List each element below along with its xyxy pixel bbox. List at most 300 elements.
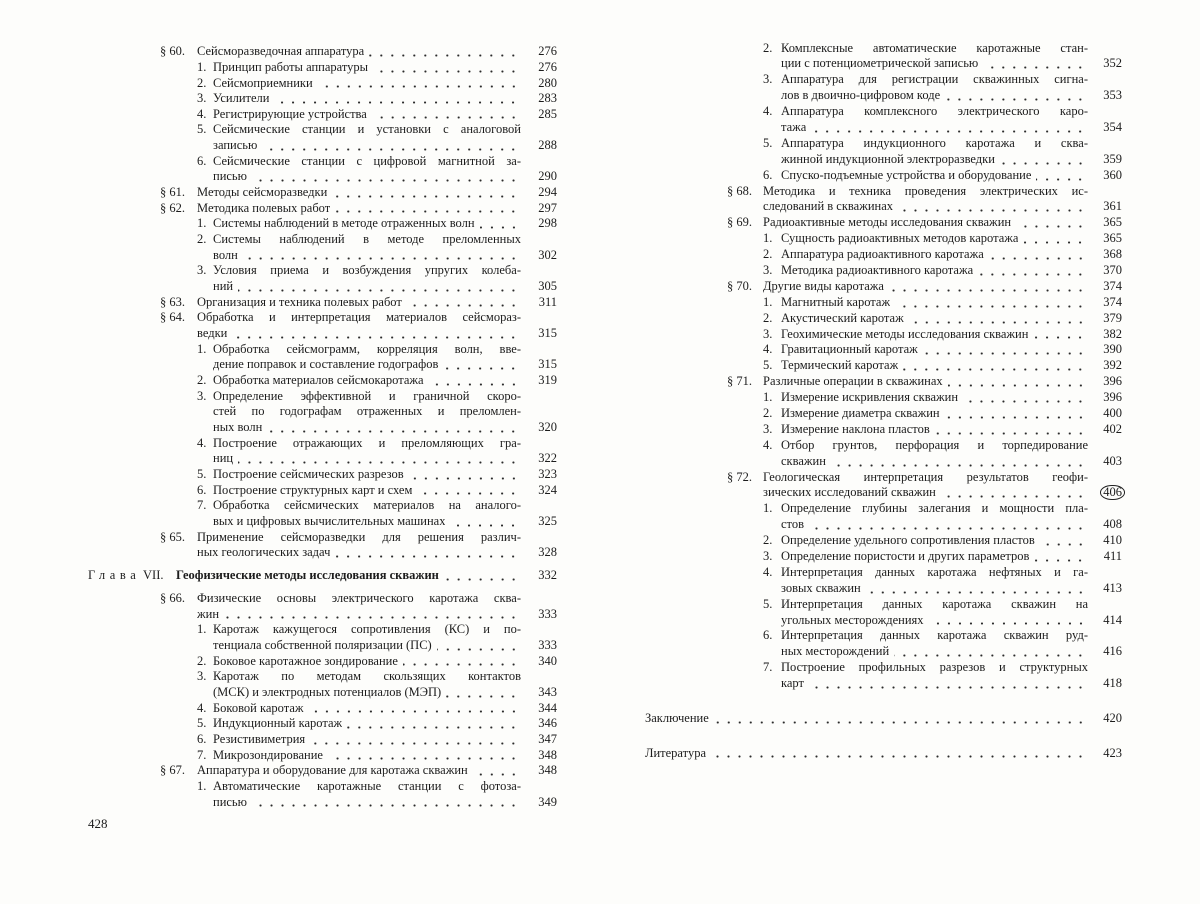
page-number-ref: 348 [538,747,557,762]
entry-line [0,152,1200,168]
entry-line [0,56,1200,72]
entry-title-text: ниц [213,451,234,466]
entry-title-text: Системы наблюдений в методе преломленных [213,232,521,247]
entry-title-text: карт [781,676,804,691]
toc-subsection [0,342,1200,358]
toc-subsection [0,628,1200,660]
subsection-number: 4. [763,104,773,119]
entry-last-line [781,120,1122,136]
entry-line [0,549,1200,565]
subsection-number: 2. [763,405,773,420]
leader-dots [1033,327,1088,343]
toc-subsection [0,311,1200,327]
toc-subsection [0,168,1200,184]
page-number-ref: 361 [1103,199,1122,214]
page-number-ref: 288 [538,138,557,153]
toc-subsection [0,72,1200,104]
leader-dots [889,279,1088,295]
entry-title-text: дение поправок и составление годографов [213,357,439,372]
entry-title-text: волн [213,247,238,262]
leader-dots [1040,533,1088,549]
entry-title-text: Каротаж по методам скользящих контактов [213,669,521,684]
entry-line [0,779,1200,795]
entry-last-line [781,406,1122,422]
page-number-ref: 359 [1103,151,1122,166]
leader-dots [935,422,1088,438]
entry-line [0,763,1200,779]
page-number-ref: 323 [538,466,557,481]
entry-title-text: Сейсмоприемники [213,75,313,90]
entry-last-line [781,342,1122,358]
entry-last-line [781,533,1122,549]
leader-dots [895,295,1088,311]
entry-line [0,613,1200,629]
page-number-ref: 360 [1103,167,1122,182]
entry-line [0,215,1200,231]
toc-section [0,763,1200,779]
leader-dots [811,120,1088,136]
subsection-number: 3. [197,388,207,403]
subsection-number: 3. [763,262,773,277]
page-number-ref: 311 [538,294,557,309]
page-reference [1088,327,1122,343]
toc-subsection [0,358,1200,374]
entry-title-text: угольных месторождениях [781,612,924,627]
entry-title-text: Построение профильных разрезов и структурных [781,660,1088,675]
page-number-ref: 365 [1103,231,1122,246]
leader-dots [963,390,1088,406]
page-number-ref: 370 [1103,262,1122,277]
section-number: § 72. [727,469,752,484]
page-number-ref: 379 [1103,310,1122,325]
entry-line [0,120,1200,136]
page-reference [1088,56,1122,72]
page-number-ref: 333 [538,638,557,653]
entry-title-text: ных месторождений [781,644,890,659]
entry-last-line [781,247,1122,263]
page-reference [1088,152,1122,168]
page-number-ref: 403 [1103,453,1122,468]
section-number: § 65. [160,529,185,544]
toc-subsection [0,660,1200,692]
page-number-ref: 340 [538,653,557,668]
leader-dots [1000,152,1088,168]
page-number-ref: 390 [1103,342,1122,357]
entry-last-line [197,763,557,779]
entry-line [0,470,1200,486]
entry-title-text: Применение сейсморазведки для решения различ- [197,529,521,544]
entry-title-text: Геологическая интерпретация результатов геофи- [763,469,1088,484]
entry-line [0,342,1200,358]
entry-line [0,247,1200,263]
entry-title-text: Боковое каротажное зондирование [213,653,398,668]
entry-title-text: следований в скважинах [763,199,894,214]
entry-last-line [781,263,1122,279]
entry-title-text: Определение удельного сопротивления пластов [781,533,1035,548]
entry-last-line [763,374,1122,390]
entry-line [0,565,1200,581]
page-number-ref: 346 [538,716,557,731]
toc-back-matter [0,746,1200,762]
page-number-ref: 302 [538,247,557,262]
subsection-number: 2. [197,653,207,668]
subsection-number: 2. [763,310,773,325]
toc-subsection [0,565,1200,597]
entry-title-text: стей по годографам отраженных и преломлен- [213,404,521,419]
entry-title-text: тенциала собственной поляризации (ПС) [213,638,432,653]
section-number: § 63. [160,294,185,309]
page-number-ref: 413 [1103,580,1122,595]
entry-title-text: Обработка и интерпретация материалов сейсмораз- [197,310,521,325]
leader-dots [1023,231,1088,247]
entry-title-text: Боковой каротаж [213,700,304,715]
page-number-ref: 353 [1103,88,1122,103]
subsection-number: 2. [763,533,773,548]
page-number-ref: 414 [1103,612,1122,627]
toc-subsection [0,419,1200,438]
entry-title-text: Определение глубины залегания и мощности пла- [781,501,1088,516]
leader-dots [1036,168,1088,184]
entry-title-text: ведки [197,326,228,340]
toc-subsection [0,136,1200,168]
page-number-ref: 298 [538,216,557,231]
entry-title-text: Радиоактивные методы исследования скважин [763,215,1012,230]
entry-title-text: ных волн [213,419,263,434]
leader-dots [809,676,1088,692]
entry-title-text: Аппаратура и оборудование для каротажа скважин [197,763,468,778]
subsection-number: 1. [197,59,207,74]
page-reference [1088,199,1122,215]
entry-line [0,199,1200,215]
section-number: § 70. [727,278,752,293]
page-number-ref: 374 [1103,278,1122,293]
section-number: § 69. [727,215,752,230]
subsection-number: 2. [763,40,773,55]
page-reference [1088,485,1122,501]
page-reference [1088,422,1122,438]
entry-title-text: Заключение [645,710,709,725]
page-number-ref: 324 [538,482,557,497]
entry-title-text: тажа [781,119,807,134]
entry-title-text: Аппаратура радиоактивного каротажа [781,247,984,262]
page-number-ref: 349 [538,794,557,809]
subsection-number: 6. [197,482,207,497]
leader-dots [945,88,1088,104]
toc-subsection [0,597,1200,629]
subsection-number: 1. [197,778,207,793]
section-number: § 61. [160,185,185,200]
entry-line [0,263,1200,279]
entry-title-text: Сейсмические станции с цифровой магнитной за- [213,153,521,168]
toc-section [0,470,1200,502]
page-reference [521,763,557,779]
entry-line [0,279,1200,295]
entry-title-text: писью [213,169,247,184]
entry-line [0,295,1200,311]
page-number-ref: 410 [1103,533,1122,548]
page-number-ref: 290 [538,169,557,184]
entry-line [0,168,1200,184]
entry-title-text: Акустический каротаж [781,310,904,325]
entry-line [0,390,1200,406]
entry-last-line [781,358,1122,374]
page-number-ref: 280 [538,75,557,90]
page-number: 428 [88,816,108,831]
toc-subsection [0,295,1200,311]
subsection-number: 1. [763,294,773,309]
circled-page-number: 406 [1100,485,1125,500]
entry-line [0,581,1200,597]
chapter-word: Глава [88,568,141,583]
entry-title-text: Аппаратура индукционного каротажа и сква- [781,135,1088,150]
page-number-ref: 348 [538,763,557,778]
page-reference [1088,358,1122,374]
section-number: § 62. [160,200,185,215]
leader-dots [945,406,1088,422]
entry-title-text: зовых скважин [781,580,861,595]
entry-title-text: Измерение наклона пластов [781,421,930,436]
entry-last-line [781,231,1122,247]
entry-title-text: Физические основы электрического каротажа сква- [197,591,521,606]
entry-line [0,597,1200,613]
entry-title-text: Различные операции в скважинах [763,374,943,389]
entry-line [0,795,1200,811]
page-number-ref: 368 [1103,247,1122,262]
page-number-ref: 319 [538,372,557,387]
section-number: § 66. [160,591,185,606]
page-number-ref: 408 [1103,517,1122,532]
page-reference [1088,676,1122,692]
entry-title-text: Сейсморазведочная аппаратура [197,44,365,59]
entry-line [0,644,1200,660]
page-reference [1088,215,1122,231]
entry-title-text: ных геологических задач [197,545,331,560]
page-reference [1088,247,1122,263]
entry-line [0,660,1200,676]
entry-title-text: Литература [645,745,706,760]
entry-title-text: Аппаратура для регистрации скважинных сигна- [781,72,1088,87]
entry-title-text: стов [781,517,804,532]
toc-back-matter [0,711,1200,727]
entry-line [0,358,1200,374]
entry-title-text: Интерпретация данных каротажа нефтяных и га- [781,564,1088,579]
subsection-number: 1. [763,231,773,246]
page-number-ref: 416 [1103,644,1122,659]
page-reference [521,795,557,811]
leader-dots [978,263,1088,279]
entry-title-text: Построение сейсмических разрезов [213,466,404,481]
entry-last-line [645,711,1122,727]
subsection-number: 5. [763,358,773,373]
entry-last-line [781,88,1122,104]
page-number-ref: 283 [538,91,557,106]
subsection-number: 5. [197,466,207,481]
entry-title-text: Обработка материалов сейсмокаротажа [213,372,424,387]
leader-dots [894,644,1088,660]
subsection-number: 3. [763,421,773,436]
page-reference [1088,581,1122,597]
leader-dots [903,358,1088,374]
toc-subsection [0,549,1200,565]
subsection-number: 1. [763,390,773,405]
entry-last-line [213,795,557,811]
subsection-number: 4. [763,342,773,357]
entry-title-text: Аппаратура комплексного электрического каро- [781,104,1088,119]
entry-title-text: Регистрирующие устройства [213,106,367,121]
page-number-ref: 343 [538,685,557,700]
entry-title-text: лов в двоично-цифровом коде [781,88,941,103]
entry-last-line [781,613,1122,629]
entry-title-text: Измерение диаметра скважин [781,405,940,420]
leader-dots [929,613,1088,629]
entry-last-line [763,215,1122,231]
toc-subsection [0,263,1200,279]
entry-line [0,676,1200,692]
subsection-number: 2. [197,372,207,387]
page-reference [1088,406,1122,422]
page-number-ref: 382 [1103,326,1122,341]
subsection-number: 5. [197,122,207,137]
leader-dots [473,763,521,779]
entry-title-text: Комплексные автоматические каротажные стан- [781,40,1088,55]
section-number: § 60. [160,44,185,59]
subsection-number: 2. [763,247,773,262]
entry-line [0,501,1200,517]
entry-title-text: Другие виды каротажа [763,278,884,293]
page-number-ref: 294 [538,185,557,200]
entry-title-text: Резистивиметрия [213,732,306,746]
entry-title-text: записью [213,138,258,153]
page-number-ref: 297 [538,200,557,215]
entry-title-text: Системы наблюдений в методе отраженных волн [213,216,475,231]
subsection-number: 5. [763,596,773,611]
entry-last-line [763,485,1122,501]
entry-title-text: Организация и техника полевых работ [197,294,402,309]
entry-line [0,419,1200,438]
entry-line [0,327,1200,343]
page-number-ref: 344 [538,700,557,715]
entry-line [0,374,1200,390]
entry-last-line [781,581,1122,597]
entry-last-line [763,279,1122,295]
chapter-number: VII. [143,568,164,583]
page-number-ref: 276 [538,59,557,74]
page-reference [1088,342,1122,358]
subsection-number: 3. [197,669,207,684]
entry-title-text: Определение пористости и других параметров [781,549,1030,563]
leader-dots [909,311,1088,327]
entry-line [0,231,1200,247]
entry-last-line [781,56,1122,72]
entry-line [0,435,1200,454]
leader-dots [989,247,1088,263]
entry-line [0,104,1200,120]
entry-title-text: ний [213,279,234,294]
page-reference [1088,390,1122,406]
page-number-ref: 400 [1103,405,1122,420]
page-number-ref: 352 [1103,56,1122,71]
toc-section [0,184,1200,216]
entry-title-text: Усилители [213,91,270,106]
entry-last-line [763,199,1122,215]
entry-title-text: Автоматические каротажные станции с фотоза- [213,778,521,793]
subsection-number: 7. [197,747,207,762]
page-reference [1088,231,1122,247]
entry-title-text: Измерение искривления скважин [781,390,959,405]
page-number-ref: 315 [538,357,557,372]
entry-line [0,41,1200,57]
page-number-ref: 420 [1103,710,1122,725]
page-reference [1088,311,1122,327]
section-number: § 71. [727,374,752,389]
toc-subsection [0,406,1200,422]
entry-title-text: Определение эффективной и граничной скоро- [213,388,521,403]
leader-dots [948,374,1088,390]
toc-subsection [0,435,1200,470]
page-reference [1088,533,1122,549]
toc-section [0,279,1200,295]
leader-dots [898,199,1088,215]
page-number-ref: 418 [1103,676,1122,691]
entry-line [0,711,1200,727]
subsection-number: 5. [197,716,207,731]
entry-line [0,136,1200,152]
entry-title-text: Условия приема и возбуждения упругих колеба- [213,263,521,278]
entry-title-text: Гравитационный каротаж [781,342,918,357]
subsection-number: 4. [763,437,773,452]
entry-last-line [781,295,1122,311]
entry-last-line [781,454,1122,470]
entry-title-text: Методы сейсморазведки [197,185,328,200]
page-reference [1088,549,1122,565]
page-number-ref: 347 [538,732,557,746]
toc-right-page [0,41,1200,762]
entry-line [0,517,1200,533]
entry-last-line [781,422,1122,438]
page-number-ref: 411 [1103,549,1122,563]
page-number-ref: 328 [538,545,557,560]
toc-subsection [0,104,1200,136]
entry-title-text: Спуско-подъемные устройства и оборудование [781,167,1032,182]
subsection-number: 3. [763,326,773,341]
entry-line [0,406,1200,422]
entry-last-line [781,390,1122,406]
page-number-ref: 354 [1103,119,1122,134]
entry-title-text: Геофизические методы исследования скважин [176,568,439,583]
page-reference [1088,120,1122,136]
toc-subsection [0,501,1200,533]
subsection-number: 6. [197,732,207,746]
toc-subsection [0,533,1200,549]
page-number-ref: 285 [538,106,557,121]
page-number-ref: 396 [1103,390,1122,405]
entry-title-text: Методика и техника проведения электрических ис- [763,183,1088,198]
entry-last-line [781,327,1122,343]
entry-last-line [781,644,1122,660]
page-reference [1088,517,1122,533]
entry-line [0,311,1200,327]
subsection-number: 3. [197,263,207,278]
page-number-ref: 374 [1103,294,1122,309]
entry-title-text: Принцип работы аппаратуры [213,59,369,74]
entry-line [0,72,1200,88]
subsection-number: 1. [763,501,773,516]
page-reference [1088,374,1122,390]
entry-title-text: Индукционный каротаж [213,716,343,731]
toc-subsection [0,390,1200,406]
entry-line [0,482,1200,501]
toc-subsection [0,41,1200,73]
